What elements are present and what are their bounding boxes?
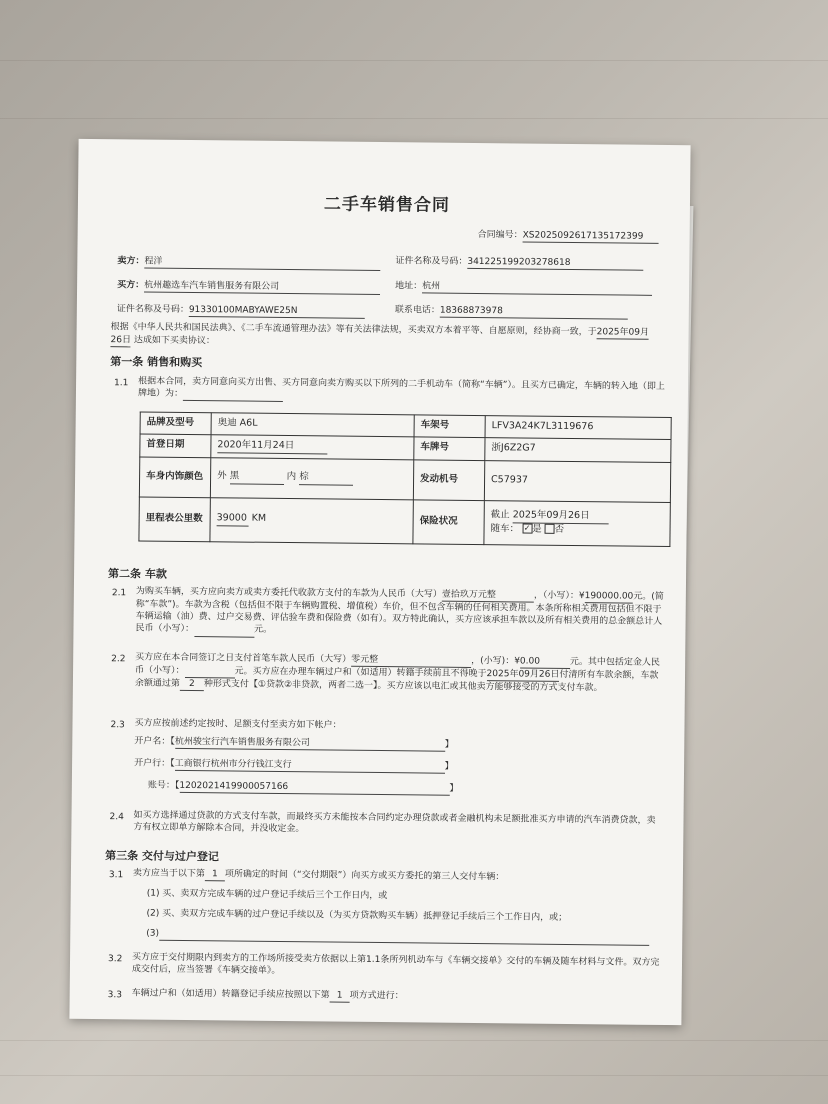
c22-text-e: 付清所有车款余额，车款余额通过第 — [134, 670, 659, 690]
delivery-option-1: (1) 买、卖双方完成车辆的过户登记手续后三个工作日内，或 — [146, 888, 388, 902]
intro-paragraph — [110, 321, 665, 353]
contract-title: 二手车销售合同 — [323, 194, 451, 216]
buyer-row — [117, 279, 380, 295]
account-bank: 工商银行杭州市分行钱江支行 — [175, 758, 445, 774]
checkbox-checked-icon[interactable]: ✓ — [523, 523, 531, 533]
exterior-label: 外 — [217, 470, 227, 482]
address-row — [395, 280, 652, 296]
clause-2-4-text: 如买方选择通过贷款的方式支付车款，而最终买方未能按本合同约定办理贷款或者金融机构未足额批准买方申请的汽车消费贷款，卖方有权立即单方解除本合同，并没收定金。 — [133, 810, 656, 835]
price-amount: 190000.00 — [585, 590, 634, 604]
mileage-label: 里程表公里数 — [139, 497, 210, 542]
mileage-value: 39000 — [217, 513, 249, 527]
insurance-cell — [484, 500, 670, 546]
with-car-row — [490, 523, 663, 538]
clause-2-3-num: 2.3 — [110, 720, 125, 731]
clause-2-2-text — [135, 651, 665, 696]
seller-id: 341225199203278618 — [467, 256, 643, 271]
address-label: 地址： — [395, 281, 423, 292]
phone-label: 联系电话： — [394, 305, 440, 316]
buyer-id: 91330100MABYAWE25N — [189, 304, 365, 319]
down-payment-amount: 0.00 — [520, 655, 570, 669]
payment-method: 2 — [180, 678, 204, 691]
seller-row — [117, 255, 380, 271]
clause-3-1-text — [133, 867, 504, 884]
delivery-option: 1 — [205, 868, 225, 881]
buyer-id-label: 证件名称及号码： — [116, 304, 189, 315]
clause-2-3-text: 买方应按前述约定按时、足额支付至卖方如下帐户： — [134, 718, 342, 731]
account-name: 杭州骏宝行汽车销售服务有限公司 — [175, 736, 445, 752]
down-payment-cn: 零元整 — [351, 654, 471, 668]
insurance-until-label: 截止 — [490, 508, 510, 521]
intro-text-end: 达成如下买卖协议： — [133, 335, 215, 347]
plate-label: 车牌号 — [414, 437, 485, 461]
insurance-label: 保险状况 — [413, 499, 484, 544]
intro-text: 根据《中华人民共和国民法典》、《二手车流通管理办法》等有关法律法规，买卖双方本着平等、自愿原则，经协商一致，于 — [110, 322, 597, 338]
contract-no: XS2025092617135172399 — [523, 229, 659, 244]
brand-label: 品牌及型号 — [140, 412, 211, 435]
phone: 18368873978 — [440, 305, 628, 320]
c21-text-e: 元。 — [253, 625, 273, 636]
color-label: 车身内饰颜色 — [139, 457, 210, 498]
c21-text-a: 为购买车辆，买方应向卖方或卖方委托代收款方支付的车款为人民币（大写） — [135, 586, 442, 600]
c33-text-b: 项方式进行： — [349, 990, 404, 1002]
contract-page — [69, 139, 690, 1025]
contract-no-row — [478, 229, 659, 244]
checkbox-empty-icon[interactable] — [545, 524, 555, 534]
deposit-amount — [184, 665, 234, 679]
clause-3-2-text: 买方应于交付期限内到卖方的工作场所接受卖方依据以上第1.1条所列机动车与《车辆交接单》交付的车辆及随车材料与文件。双方完成交付后，应当签署《车辆交接单》。 — [131, 952, 660, 977]
vehicle-info-table — [138, 411, 671, 546]
yes-label: 是 — [532, 523, 542, 535]
total-amount — [194, 623, 254, 637]
mileage-cell — [210, 497, 413, 543]
c22-text-a: 买方应在本合同签订之日支付首笔车款人民币（大写） — [135, 652, 352, 665]
c22-text-d: 元。买方应在办理车辆过户和（如适用）转籍手续前且不得晚于 — [234, 666, 487, 680]
account-bank-row: 开户行：【工商银行杭州市分行钱江支行 】 — [134, 757, 454, 773]
clause-3-3-text — [132, 987, 404, 1003]
price-cn: 壹拾玖万元整 — [442, 589, 534, 603]
interior-color: 棕 — [299, 471, 353, 485]
vin-label: 车架号 — [414, 415, 485, 438]
seller-name: 程洋 — [144, 256, 380, 272]
clause-2-1-num: 2.1 — [111, 588, 127, 599]
buyer-name: 杭州趣选车汽车销售服务有限公司 — [144, 280, 380, 296]
c21-text-d: 元。(简称“车款”)。车款为含税（包括但不限于车辆购置税、增值税）车价，但不包含车辆的任何相关费用。本条所称相关费用包括但不限于车辆运输（油）费、过户交易费、评估验车费和保险费（如有）。双方特此确认，买方应该承担车款以及所有相关费用的总金额总计人民币（小写）： — [135, 591, 664, 635]
buyer-label: 买方： — [117, 280, 145, 291]
contract-no-label: 合同编号： — [477, 230, 523, 241]
interior-label: 内 — [286, 471, 297, 483]
phone-row — [395, 304, 628, 320]
account-name-row: 开户名：【杭州骏宝行汽车销售服务有限公司 】 — [134, 735, 454, 751]
with-car-label: 随车： — [490, 522, 520, 535]
transfer-destination — [183, 388, 283, 402]
color-cell — [210, 457, 413, 499]
reg-date-cell — [211, 435, 414, 460]
account-no: 1202021419900057166 — [179, 780, 449, 796]
no-label: 否 — [554, 523, 565, 535]
plate-value: 浙J6Z2G7 — [485, 437, 671, 462]
clause-2-2-num: 2.2 — [111, 654, 126, 665]
address: 杭州 — [422, 280, 652, 296]
clause-3-3-num: 3.3 — [107, 990, 123, 1001]
insurance-until: 2025年09月26日 — [513, 509, 609, 524]
article-1-heading: 第一条 销售和购买 — [110, 355, 203, 370]
c21-yen: ¥ — [578, 591, 585, 602]
account-name-label: 开户名： — [134, 736, 171, 747]
clause-1-1-text — [138, 375, 668, 406]
reg-date-value: 2020年11月24日 — [217, 439, 327, 454]
clause-3-2-num: 3.2 — [107, 954, 123, 965]
account-bank-label: 开户行： — [134, 758, 171, 769]
delivery-option-3-row — [146, 928, 649, 946]
engine-label: 发动机号 — [413, 459, 484, 500]
buyer-id-row — [117, 303, 365, 319]
seller-id-row — [395, 255, 643, 271]
c22-text-c: 元。其中包括定金人民币（小写）： — [135, 656, 661, 677]
clause-1-1-num: 1.1 — [114, 378, 129, 389]
c21-text-b: ，（小写）： — [533, 590, 579, 602]
clause-1-1-body: 根据本合同，卖方同意向买方出售、买方同意向卖方购买以下所列的二手机动车（简称“车辆”）。且买方已确定，车辆的转入地（即上牌地）为： — [137, 376, 665, 400]
clause-3-1-num: 3.1 — [108, 870, 124, 881]
delivery-option-3-blank — [159, 928, 649, 946]
brand-value: 奥迪 A6L — [211, 413, 414, 437]
vin-value: LFV3A24K7L3119676 — [485, 416, 671, 440]
article-2-heading: 第二条 车款 — [108, 567, 167, 581]
clause-2-4-num: 2.4 — [109, 812, 124, 823]
exterior-color: 黑 — [230, 471, 284, 485]
c31-text-a: 卖方应当于以下第 — [132, 868, 205, 880]
delivery-option-2: (2) 买、卖双方完成车辆的过户登记手续以及（为买方贷款购买车辆）抵押登记手续后三个工作日内，或； — [146, 908, 568, 923]
engine-value: C57937 — [484, 460, 670, 502]
account-no-label: 账号： — [147, 780, 175, 791]
reg-date-label: 首登日期 — [140, 434, 211, 458]
intro-date-1: 2025年09月 — [597, 326, 649, 340]
delivery-option-3: (3) — [146, 928, 160, 939]
balance-due-date: 2025年09月26日 — [486, 668, 559, 682]
article-3-heading: 第三条 交付与过户登记 — [105, 849, 220, 864]
c22-text-f: 种形式支付【①贷款②非贷款，两者二选一】。买方应该以电汇或其他卖方能够接受的方式支付车款。 — [203, 679, 603, 694]
seller-label: 卖方： — [117, 256, 145, 267]
mileage-unit: KM — [251, 512, 267, 525]
c31-text-b: 项所确定的时间（“交付期限”）向买方或买方委托的第三人交付车辆： — [224, 869, 505, 883]
seller-id-label: 证件名称及号码： — [395, 256, 468, 267]
c33-text-a: 车辆过户和（如适用）转籍登记手续应按照以下第 — [131, 988, 330, 1001]
intro-date-2: 26日 — [110, 334, 131, 347]
clause-2-1-text — [135, 585, 666, 641]
account-no-row: 账号：【1202021419900057166 】 — [148, 780, 459, 796]
transfer-option: 1 — [330, 989, 350, 1002]
c22-text-b: ，(小写)：¥ — [471, 655, 520, 667]
